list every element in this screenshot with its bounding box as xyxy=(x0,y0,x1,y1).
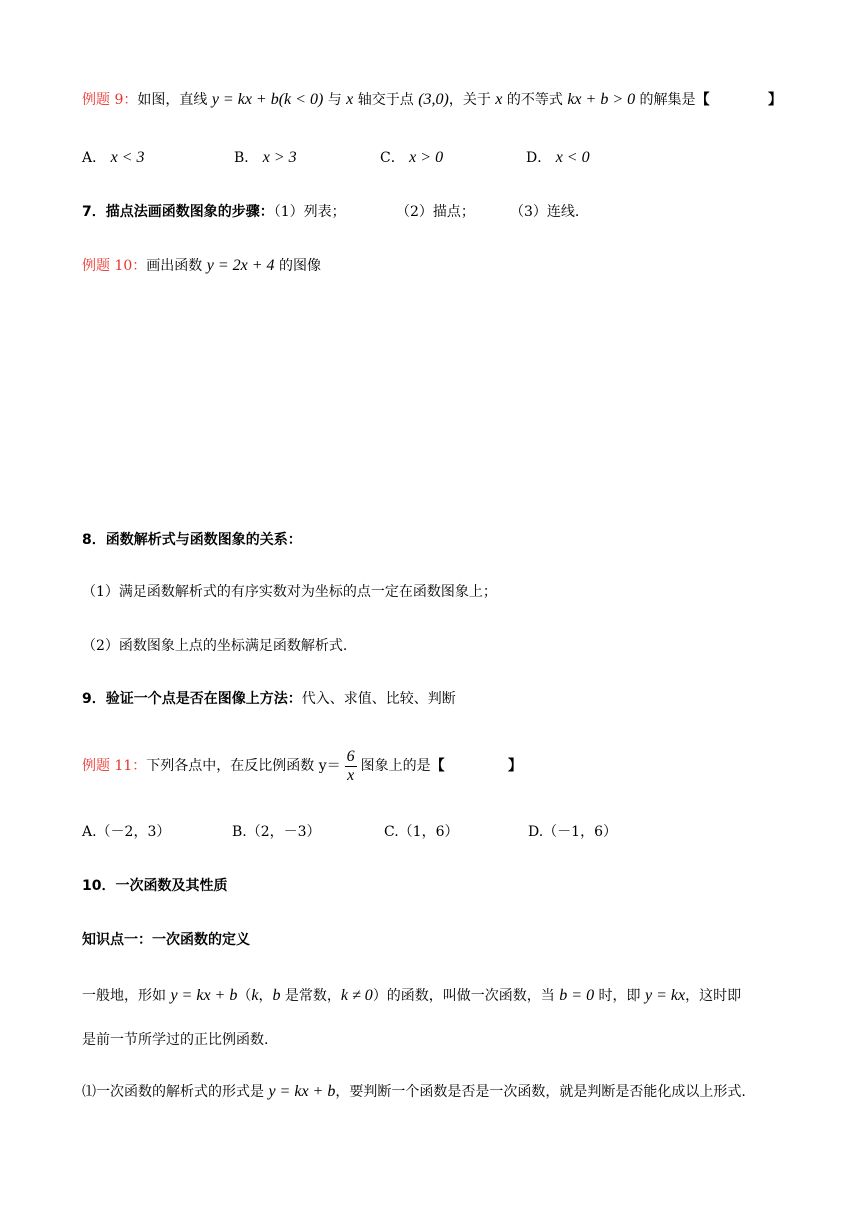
option-d: D.（－1，6） xyxy=(528,824,617,840)
option-a: A． x < 3 xyxy=(82,149,145,166)
answer-bracket-open: 【 xyxy=(695,92,710,108)
option-b: B.（2，－3） xyxy=(232,824,321,840)
section-8-heading: 8．函数解析式与函数图象的关系： xyxy=(82,532,302,548)
option-b: B． x > 3 xyxy=(234,149,297,166)
section-7: 7．描点法画函数图象的步骤：（1）列表； xyxy=(82,204,346,220)
section-7-step2: （2）描点； xyxy=(396,204,475,220)
section-9: 9．验证一个点是否在图像上方法：代入、求值、比较、判断 xyxy=(82,691,456,707)
section-7-heading: 7．描点法画函数图象的步骤： xyxy=(82,204,274,220)
knowledge-point-1-heading: 知识点一：一次函数的定义 xyxy=(82,932,250,948)
section-8-item-2: （2）函数图象上点的坐标满足函数解析式. xyxy=(82,638,348,654)
section-7-step3: （3）连线. xyxy=(510,204,580,220)
option-a: A.（－2，3） xyxy=(82,824,171,840)
example-10-question: 例题 10：画出函数 y = 2x + 4 的图像 xyxy=(82,257,321,274)
section-9-heading: 9．验证一个点是否在图像上方法： xyxy=(82,691,302,707)
example-11-question: 例题 11：下列各点中，在反比例函数 y＝ $\frac{6}{x}$ 图象上的是【 xyxy=(82,747,445,784)
answer-bracket-close: 】 xyxy=(768,92,782,108)
answer-bracket-close: 】 xyxy=(508,758,522,774)
knowledge-point-1-paragraph-3: ⑴一次函数的解析式的形式是 y = kx + b，要判断一个函数是否是一次函数，就是判断是否能化成以上形式. xyxy=(82,1083,746,1100)
option-d: D． x < 0 xyxy=(526,149,590,166)
option-c: C． x > 0 xyxy=(380,149,444,166)
option-c: C.（1，6） xyxy=(384,824,459,840)
knowledge-point-1-paragraph-2: 是前一节所学过的正比例函数. xyxy=(82,1032,269,1048)
example-9-label: 例题 9 xyxy=(82,92,124,108)
knowledge-point-1-paragraph-1: 一般地，形如 y = kx + b（k，b 是常数，k ≠ 0）的函数，叫做一次函数，当 b = 0 时，即 y = kx，这时即 xyxy=(82,987,742,1004)
example-9-question: 例题 9：如图，直线 y = kx + b(k < 0) 与 x 轴交于点 (3,0)，关于 x 的不等式 kx + b > 0 的解集是【 xyxy=(82,91,710,108)
answer-bracket-open: 【 xyxy=(430,758,445,774)
section-8-item-1: （1）满足函数解析式的有序实数对为坐标的点一定在函数图象上； xyxy=(82,584,497,600)
example-10-label: 例题 10 xyxy=(82,258,133,274)
example-11-label: 例题 11 xyxy=(82,758,133,774)
fraction-6-over-x: $\frac{6}{x}$ xyxy=(346,747,355,784)
section-10-heading: 10．一次函数及其性质 xyxy=(82,878,228,894)
